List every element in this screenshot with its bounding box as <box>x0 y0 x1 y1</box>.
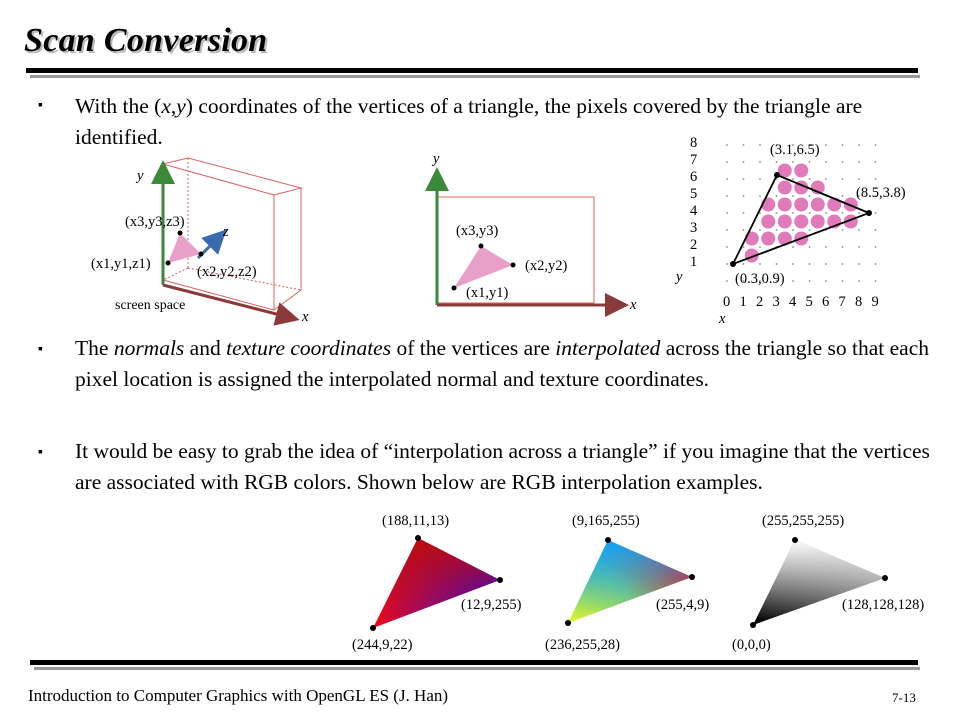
grid-dot <box>825 161 827 163</box>
grid-dot <box>743 263 745 265</box>
grid-dot <box>759 229 761 231</box>
grid-dot <box>743 144 745 146</box>
vertex-2-label: (x2,y2) <box>525 258 568 274</box>
covered-pixel <box>778 215 792 229</box>
vertex-1 <box>166 261 171 266</box>
covered-pixel <box>761 215 775 229</box>
axis-y-label: y <box>433 151 440 167</box>
grid-dot <box>776 263 778 265</box>
grid-dot <box>759 178 761 180</box>
grid-dot <box>792 178 794 180</box>
grid-dot <box>809 161 811 163</box>
grid-dot <box>743 195 745 197</box>
rgb-triangle-1 <box>370 535 503 631</box>
title-divider <box>26 68 918 73</box>
grid-dot <box>743 229 745 231</box>
grid-dot <box>875 263 877 265</box>
x-tick-label: 3 <box>772 294 780 310</box>
vertex-3 <box>178 231 183 236</box>
grid-dot <box>776 195 778 197</box>
vertex-top <box>774 172 780 178</box>
title-divider-shadow <box>30 75 920 78</box>
rgb3-right-label: (128,128,128) <box>842 597 925 613</box>
rgb-interpolation-figures <box>340 520 940 660</box>
vertex-top-label: (3.1,6.5) <box>770 142 820 158</box>
grid-dot <box>792 195 794 197</box>
screen-space-caption: screen space <box>115 298 186 313</box>
grid-dot <box>759 263 761 265</box>
axis-y-label: y <box>676 269 683 285</box>
y-tick-label: 6 <box>690 169 698 185</box>
rgb1-bottom-label: (244,9,22) <box>352 637 413 653</box>
x-tick-label: 7 <box>838 294 846 310</box>
grid-dot <box>858 263 860 265</box>
grid-dot <box>858 246 860 248</box>
grid-dot <box>842 280 844 282</box>
x-tick-label: 6 <box>822 294 830 310</box>
vertex-1-label: (x1,y1) <box>466 285 509 301</box>
grid-dot <box>842 144 844 146</box>
vertex-2 <box>199 252 204 257</box>
rgb1-right-label: (12,9,255) <box>461 597 522 613</box>
rgb3-bottom-label: (0,0,0) <box>732 637 771 653</box>
y-tick-label: 3 <box>690 220 698 236</box>
grid-dot <box>776 212 778 214</box>
x-tick-label: 8 <box>855 294 863 310</box>
rgb2-right-label: (255,4,9) <box>656 597 710 613</box>
bullet-marker: ▪ <box>38 445 43 460</box>
grid-dot <box>809 178 811 180</box>
vertex-2 <box>511 263 516 268</box>
grid-dot <box>759 246 761 248</box>
grid-dot <box>858 144 860 146</box>
rgb1-top-label: (188,11,13) <box>382 513 450 529</box>
x-tick-label: 5 <box>805 294 813 310</box>
grid-dot <box>825 246 827 248</box>
grid-dot <box>875 144 877 146</box>
rgb2-bottom-label: (236,255,28) <box>545 637 620 653</box>
y-tick-label: 5 <box>690 186 698 202</box>
covered-pixel <box>811 198 825 212</box>
vertex-right-label: (8.5,3.8) <box>856 185 906 201</box>
y-tick-label: 1 <box>690 254 698 270</box>
grid-dot <box>792 229 794 231</box>
grid-dot <box>842 178 844 180</box>
grid-dot <box>726 280 728 282</box>
covered-pixel <box>794 215 808 229</box>
triangle <box>168 233 201 263</box>
grid-dot <box>726 263 728 265</box>
bullet-marker: ▪ <box>38 98 43 113</box>
grid-dot <box>743 161 745 163</box>
grid-dot <box>792 161 794 163</box>
grid-dot <box>759 195 761 197</box>
axis-x-label: x <box>630 297 637 313</box>
vertex-2-label: (x2,y2,z2) <box>197 264 257 280</box>
grid-dot <box>842 195 844 197</box>
y-tick-label: 8 <box>690 135 698 151</box>
bullet-marker: ▪ <box>38 342 43 357</box>
grid-dot <box>875 229 877 231</box>
y-tick-label: 4 <box>690 203 698 219</box>
grid-dot <box>792 212 794 214</box>
vertex-bottom-label: (0.3,0.9) <box>735 271 785 287</box>
covered-pixel <box>778 198 792 212</box>
footer-divider <box>30 660 918 665</box>
grid-dot <box>726 161 728 163</box>
grid-dot <box>825 178 827 180</box>
grid-dot <box>825 263 827 265</box>
y-tick-label: 2 <box>690 237 698 253</box>
bullet-1-text: With the (x,y) coordinates of the vertices of a triangle, the pixels covered by the triangle are identified. <box>75 94 863 149</box>
footer-course-title: Introduction to Computer Graphics with OpenGL ES (J. Han) <box>28 686 449 705</box>
grid-dot <box>776 229 778 231</box>
grid-dot <box>825 212 827 214</box>
grid-dot <box>825 144 827 146</box>
grid-dot <box>842 212 844 214</box>
grid-dot <box>809 246 811 248</box>
rgb2-top-label: (9,165,255) <box>572 513 640 529</box>
x-tick-label: 2 <box>756 294 764 310</box>
covered-pixel <box>811 215 825 229</box>
triangle <box>454 246 513 288</box>
vertex-1 <box>452 286 457 291</box>
view-volume-box <box>163 158 301 310</box>
axis-x-label: x <box>302 309 309 325</box>
vertex-bottom <box>730 261 736 267</box>
grid-dot <box>825 280 827 282</box>
grid-dot <box>875 212 877 214</box>
grid-dot <box>726 212 728 214</box>
grid-dot <box>875 161 877 163</box>
grid-dot <box>726 144 728 146</box>
grid-dot <box>743 178 745 180</box>
x-tick-label: 4 <box>789 294 797 310</box>
covered-pixels <box>745 164 858 263</box>
bullet-3-text: It would be easy to grab the idea of “interpolation across a triangle” if you imagine that the vertices are associated with RGB colors. Shown below are RGB interpolation examples. <box>75 439 930 494</box>
vertex-right <box>866 210 872 216</box>
rgb-triangle-3 <box>750 537 888 628</box>
pixel-grid-figure <box>700 135 900 305</box>
grid-dot <box>875 246 877 248</box>
grid-dot <box>743 246 745 248</box>
axis-x-label: x <box>719 311 726 327</box>
y-tick-label: 7 <box>690 152 698 168</box>
covered-pixel <box>778 181 792 195</box>
grid-dot <box>858 178 860 180</box>
grid-dot <box>858 229 860 231</box>
axis-z-label: z <box>223 224 229 240</box>
grid-dot <box>759 144 761 146</box>
grid-dot <box>809 212 811 214</box>
grid-dot <box>726 229 728 231</box>
covered-pixel <box>761 232 775 246</box>
grid-dot <box>759 161 761 163</box>
page-number: 7-13 <box>892 690 916 705</box>
vertex-1-label: (x1,y1,z1) <box>91 256 151 272</box>
grid-dot <box>842 161 844 163</box>
x-tick-label: 1 <box>739 294 747 310</box>
vertex-3 <box>479 244 484 249</box>
grid-dot <box>858 212 860 214</box>
grid-dot <box>792 263 794 265</box>
projected-triangle-figure <box>425 165 645 315</box>
grid-dot <box>726 246 728 248</box>
grid-dot <box>792 280 794 282</box>
viewport-rect <box>437 197 594 303</box>
grid-dot <box>875 280 877 282</box>
grid-dot <box>726 178 728 180</box>
bullet-2-text: The normals and texture coordinates of the vertices are interpolated across the triangle so that each pixel location is assigned the interpolated normal and texture coordinates. <box>75 336 930 391</box>
grid-dot <box>809 280 811 282</box>
grid-dot <box>809 263 811 265</box>
grid-dot <box>842 263 844 265</box>
axis-y-label: y <box>137 168 144 184</box>
footer-divider-shadow <box>34 667 920 670</box>
vertex-3-label: (x3,y3) <box>456 223 499 239</box>
grid-dot <box>792 246 794 248</box>
slide-title: Scan Conversion <box>24 22 268 59</box>
grid-dot <box>842 229 844 231</box>
grid-dot <box>809 229 811 231</box>
covered-pixel <box>794 164 808 178</box>
covered-pixel <box>745 232 759 246</box>
covered-pixel <box>794 198 808 212</box>
grid-dot <box>726 195 728 197</box>
x-tick-label: 9 <box>871 294 879 310</box>
vertex-3-label: (x3,y3,z3) <box>125 214 185 230</box>
grid-dot <box>858 280 860 282</box>
grid-dot <box>776 161 778 163</box>
grid-dot <box>875 178 877 180</box>
grid-dot <box>842 246 844 248</box>
grid-dot <box>743 212 745 214</box>
grid-dot <box>858 161 860 163</box>
grid-dot <box>809 195 811 197</box>
x-tick-label: 0 <box>723 294 731 310</box>
rgb3-top-label: (255,255,255) <box>762 513 845 529</box>
